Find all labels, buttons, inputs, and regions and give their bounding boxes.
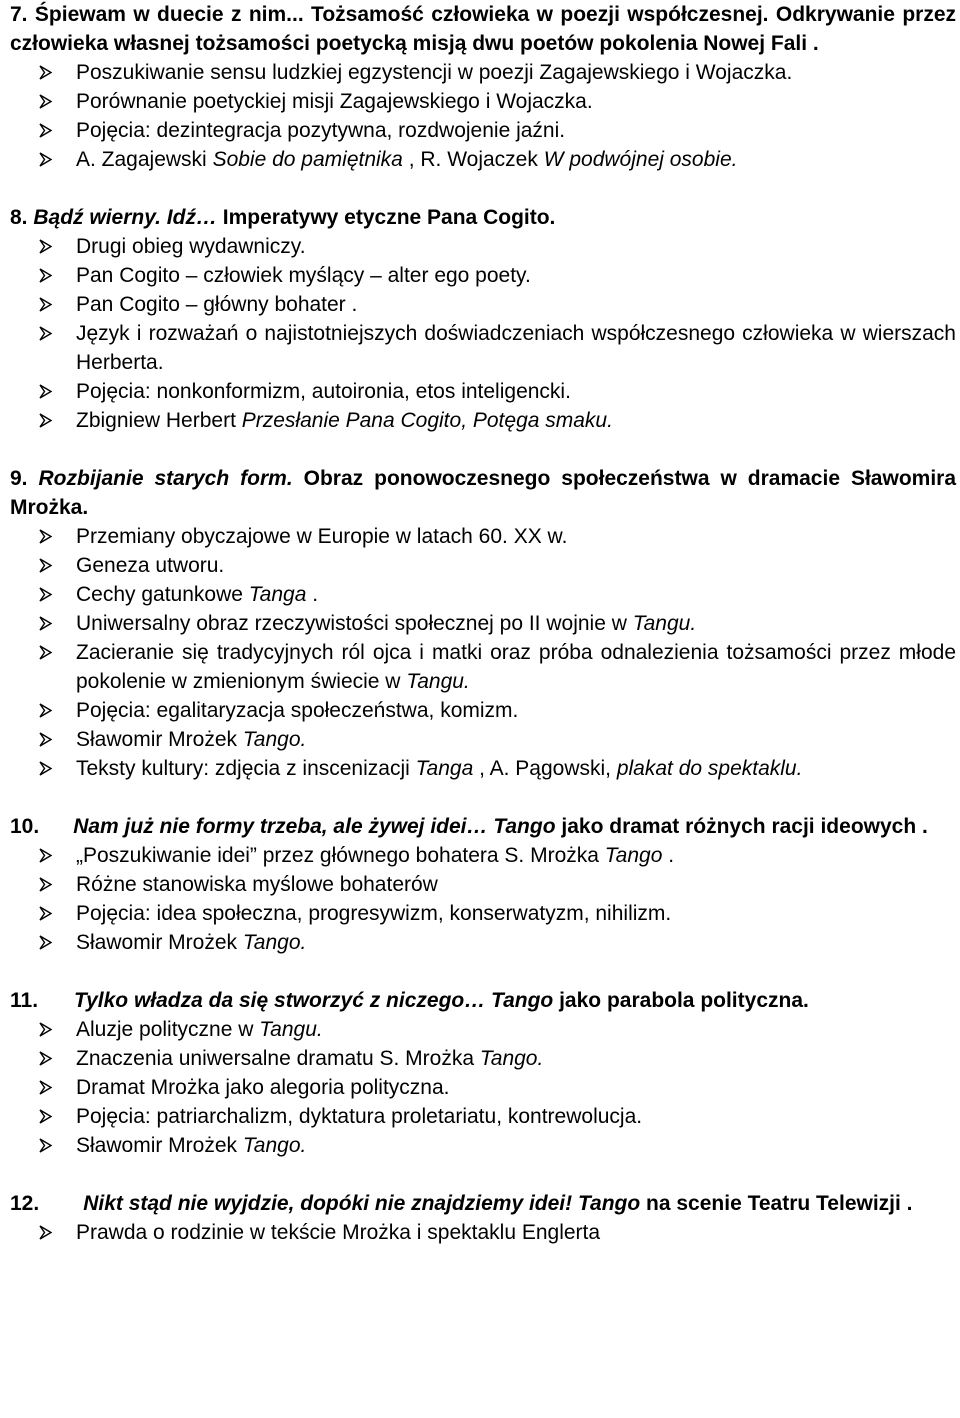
list-item: Pan Cogito – człowiek myślący – alter ego poety.: [10, 261, 956, 290]
arrow-bullet-icon: [38, 1073, 58, 1102]
section-9: [10, 464, 956, 783]
list-item: Różne stanowiska myślowe bohaterów: [10, 870, 956, 899]
arrow-bullet-icon: [38, 551, 58, 580]
list-item: Zacieranie się tradycyjnych ról ojca i matki oraz próba odnalezienia tożsamości przez młode pokolenie w zmienionym świecie w Tangu.: [10, 638, 956, 696]
arrow-bullet-icon: [38, 406, 58, 435]
list-item: Dramat Mrożka jako alegoria polityczna.: [10, 1073, 956, 1102]
arrow-bullet-icon: [38, 232, 58, 261]
list-item: Teksty kultury: zdjęcia z inscenizacji Tanga , A. Pągowski, plakat do spektaklu.: [10, 754, 956, 783]
section-heading: 12. Nikt stąd nie wyjdzie, dopóki nie znajdziemy idei! Tango na scenie Teatru Telewizji .: [10, 1192, 913, 1215]
section-heading: 9. Rozbijanie starych form. Obraz ponowoczesnego społeczeństwa w dramacie Sławomira Mrożka.: [10, 467, 957, 519]
bullet-list: [10, 232, 956, 435]
arrow-bullet-icon: [38, 1131, 58, 1160]
arrow-bullet-icon: [38, 261, 58, 290]
arrow-bullet-icon: [38, 928, 58, 957]
bullet-list: [10, 1015, 956, 1160]
arrow-bullet-icon: [38, 841, 58, 870]
list-item: Pan Cogito – główny bohater .: [10, 290, 956, 319]
arrow-bullet-icon: [38, 1218, 58, 1247]
list-item: Sławomir Mrożek Tango.: [10, 1131, 956, 1160]
list-item: Poszukiwanie sensu ludzkiej egzystencji w poezji Zagajewskiego i Wojaczka.: [10, 58, 956, 87]
arrow-bullet-icon: [38, 1102, 58, 1131]
list-item: Geneza utworu.: [10, 551, 956, 580]
section-10: [10, 812, 956, 957]
list-item: Pojęcia: patriarchalizm, dyktatura proletariatu, kontrewolucja.: [10, 1102, 956, 1131]
list-item: Język i rozważań o najistotniejszych doświadczeniach współczesnego człowieka w wierszach Herberta.: [10, 319, 956, 377]
list-item: Znaczenia uniwersalne dramatu S. Mrożka Tango.: [10, 1044, 956, 1073]
list-item: „Poszukiwanie idei” przez głównego bohatera S. Mrożka Tango .: [10, 841, 956, 870]
arrow-bullet-icon: [38, 609, 58, 638]
spacer: [10, 174, 956, 203]
arrow-bullet-icon: [38, 638, 58, 667]
list-item: Porównanie poetyckiej misji Zagajewskiego i Wojaczka.: [10, 87, 956, 116]
section-heading: 8. Bądź wierny. Idź… Imperatywy etyczne Pana Cogito.: [10, 206, 556, 229]
section-12: [10, 1189, 956, 1247]
section-11: [10, 986, 956, 1160]
arrow-bullet-icon: [38, 58, 58, 87]
arrow-bullet-icon: [38, 725, 58, 754]
bullet-list: [10, 841, 956, 957]
arrow-bullet-icon: [38, 754, 58, 783]
list-item: Uniwersalny obraz rzeczywistości społecznej po II wojnie w Tangu.: [10, 609, 956, 638]
list-item: Pojęcia: egalitaryzacja społeczeństwa, komizm.: [10, 696, 956, 725]
arrow-bullet-icon: [38, 522, 58, 551]
arrow-bullet-icon: [38, 870, 58, 899]
list-item: Prawda o rodzinie w tekście Mrożka i spektaklu Englerta: [10, 1218, 956, 1247]
arrow-bullet-icon: [38, 319, 58, 348]
list-item: Przemiany obyczajowe w Europie w latach 60. XX w.: [10, 522, 956, 551]
section-heading: 7. Śpiewam w duecie z nim... Tożsamość człowieka w poezji współczesnej. Odkrywanie przez człowieka własnej tożsamości poetycką misją dwu poetów pokolenia Nowej Fali .: [10, 3, 956, 55]
list-item: Zbigniew Herbert Przesłanie Pana Cogito, Potęga smaku.: [10, 406, 956, 435]
bullet-list: [10, 58, 956, 174]
list-item: Sławomir Mrożek Tango.: [10, 725, 956, 754]
arrow-bullet-icon: [38, 899, 58, 928]
arrow-bullet-icon: [38, 145, 58, 174]
section-8: [10, 203, 956, 435]
arrow-bullet-icon: [38, 1044, 58, 1073]
spacer: [10, 783, 956, 812]
arrow-bullet-icon: [38, 87, 58, 116]
spacer: [10, 957, 956, 986]
list-item: Pojęcia: nonkonformizm, autoironia, etos inteligencki.: [10, 377, 956, 406]
spacer: [10, 1160, 956, 1189]
section-7: [10, 0, 956, 174]
list-item: Cechy gatunkowe Tanga .: [10, 580, 956, 609]
list-item: Pojęcia: dezintegracja pozytywna, rozdwojenie jaźni.: [10, 116, 956, 145]
spacer: [10, 435, 956, 464]
arrow-bullet-icon: [38, 377, 58, 406]
section-heading: 11. Tylko władza da się stworzyć z niczego… Tango jako parabola polityczna.: [10, 989, 809, 1012]
arrow-bullet-icon: [38, 580, 58, 609]
arrow-bullet-icon: [38, 696, 58, 725]
list-item: A. Zagajewski Sobie do pamiętnika , R. Wojaczek W podwójnej osobie.: [10, 145, 956, 174]
arrow-bullet-icon: [38, 290, 58, 319]
bullet-list: [10, 522, 956, 783]
list-item: Pojęcia: idea społeczna, progresywizm, konserwatyzm, nihilizm.: [10, 899, 956, 928]
list-item: Aluzje polityczne w Tangu.: [10, 1015, 956, 1044]
bullet-list: [10, 1218, 956, 1247]
section-heading: 10. Nam już nie formy trzeba, ale żywej idei… Tango jako dramat różnych racji ideowych .: [10, 815, 928, 838]
arrow-bullet-icon: [38, 1015, 58, 1044]
list-item: Drugi obieg wydawniczy.: [10, 232, 956, 261]
list-item: Sławomir Mrożek Tango.: [10, 928, 956, 957]
arrow-bullet-icon: [38, 116, 58, 145]
